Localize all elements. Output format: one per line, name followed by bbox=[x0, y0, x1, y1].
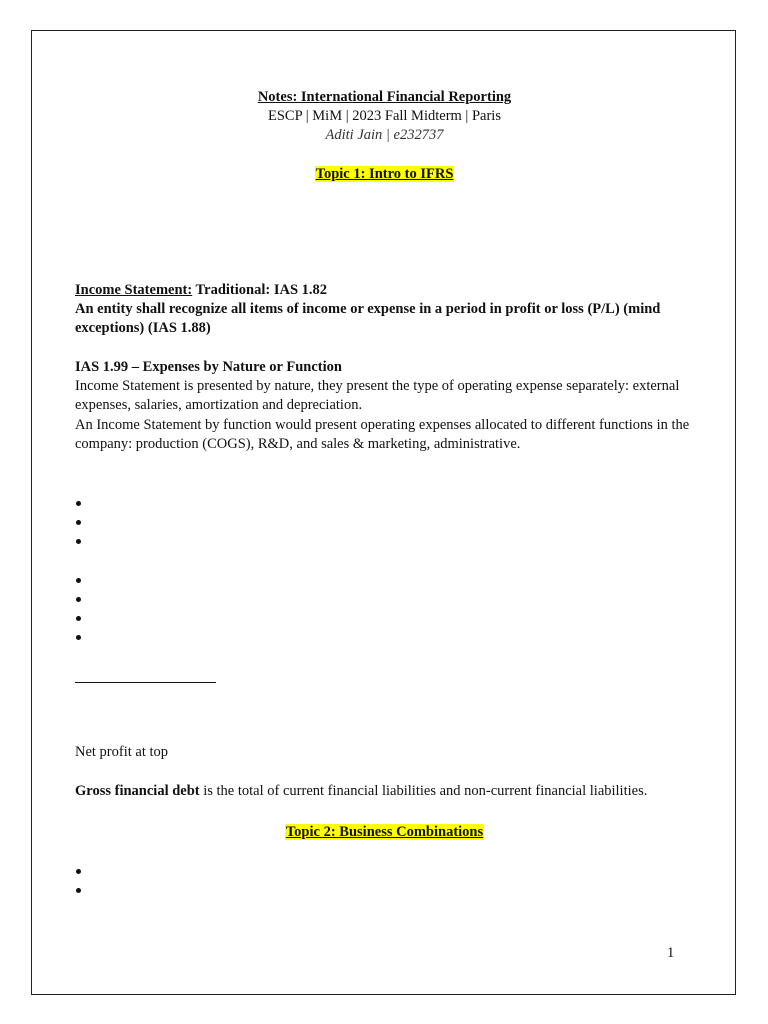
horizontal-rule bbox=[75, 682, 216, 683]
bullet-point bbox=[76, 635, 81, 640]
income-statement-standard: Traditional: IAS 1.82 bbox=[192, 282, 328, 298]
document-author: Aditi Jain | e232737 bbox=[325, 127, 444, 143]
ias-199-paragraph-nature: Income Statement is presented by nature, they present the type of operating expense separately: external expenses, salaries, amortization and depreciation. bbox=[75, 378, 680, 414]
document-title: Notes: International Financial Reporting bbox=[257, 89, 512, 105]
topic-1-heading: Topic 1: Intro to IFRS bbox=[315, 166, 454, 182]
income-statement-label: Income Statement: bbox=[75, 282, 193, 298]
bullet-point bbox=[76, 616, 81, 621]
ias-199-heading: IAS 1.99 – Expenses by Nature or Function bbox=[75, 359, 342, 375]
income-statement-rule: An entity shall recognize all items of income or expense in a period in profit or loss (P/L) (mind exceptions) (IAS 1.88) bbox=[75, 301, 661, 337]
gross-debt-note bbox=[75, 782, 715, 801]
bullet-point bbox=[76, 501, 81, 506]
document-page bbox=[31, 30, 736, 995]
bullet-point bbox=[76, 520, 81, 525]
bullet-point bbox=[76, 597, 81, 602]
gross-debt-term: Gross financial debt bbox=[75, 783, 200, 799]
bullet-point bbox=[76, 539, 81, 544]
bullet-point bbox=[76, 578, 81, 583]
document-subtitle: ESCP | MiM | 2023 Fall Midterm | Paris bbox=[268, 108, 501, 124]
topic-2-heading-wrap bbox=[32, 823, 737, 842]
topic-2-heading: Topic 2: Business Combinations bbox=[285, 824, 484, 840]
income-statement-line bbox=[75, 281, 715, 300]
bullet-point bbox=[76, 888, 81, 893]
gross-debt-definition: is the total of current financial liabilities and non-current financial liabilities. bbox=[199, 783, 648, 799]
bullet-point bbox=[76, 869, 81, 874]
net-profit-note: Net profit at top bbox=[75, 744, 169, 760]
ias-199-paragraph-function: An Income Statement by function would present operating expenses allocated to different functions in the company: production (COGS), R&D, and sales & marketing, administrative. bbox=[75, 417, 690, 453]
page-number: 1 bbox=[667, 945, 675, 961]
topic-1-heading-wrap bbox=[32, 165, 737, 184]
